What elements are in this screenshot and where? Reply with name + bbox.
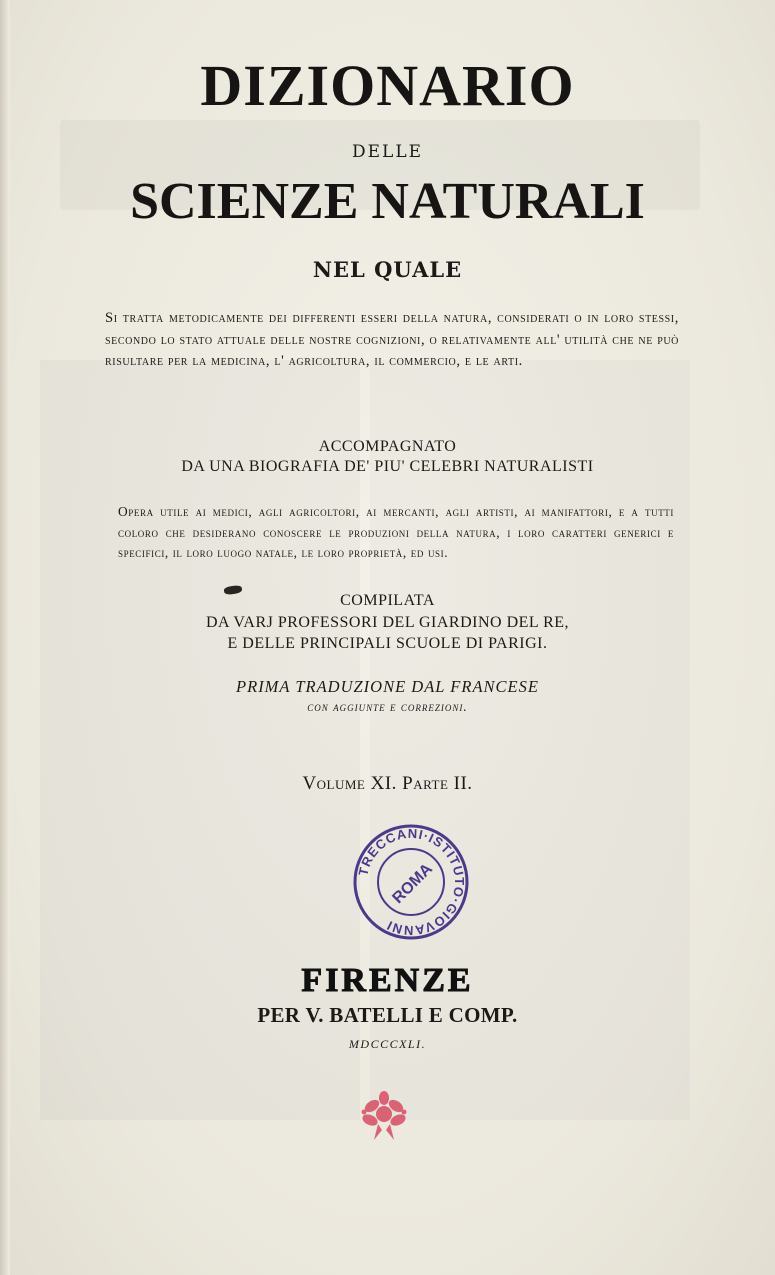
translation-line-1: PRIMA TRADUZIONE DAL FRANCESE [236, 677, 539, 696]
stamp-outer-text: TRECCANI·ISTITUTO·GIOVANNI [355, 825, 468, 939]
book-subtitle: SCIENZE NATURALI [130, 173, 645, 230]
publisher-name: PER V. BATELLI E COMP. [257, 1003, 518, 1027]
publication-city: FIRENZE [301, 962, 474, 999]
publication-year: MDCCCXLI. [348, 1037, 427, 1051]
library-stamp [352, 823, 470, 941]
nel-quale-heading: NEL QUALE [312, 257, 463, 282]
volume-label: Volume XI. Parte II. [302, 773, 473, 794]
opera-paragraph: Opera utile ai medici, agli agricoltori, ai mercanti, agli artisti, ai manifattori, e a tutti coloro che desiderano conoscere le produzioni della natura, i loro caratteri generici e specifici, il loro luogo natale, le loro proprietà, ed usi. [118, 504, 674, 560]
compilata-line-2: DA VARJ PROFESSORI DEL GIARDINO DEL RE, [205, 614, 570, 631]
compilata-line-3: E DELLE PRINCIPALI SCUOLE DI PARIGI. [227, 635, 548, 652]
accompagnato-line-1: ACCOMPAGNATO [318, 438, 457, 455]
title-connector: DELLE [351, 142, 424, 162]
description-paragraph: Si tratta metodicamente dei differenti esseri della natura, considerati o in loro stessi, secondo lo stato attuale delle nostre cognizioni, o relativamente all' utilità che ne può risultare per la medicina, l' agricoltura, il commercio, e le arti. [105, 310, 679, 369]
stamp-inner-text: ROMA [389, 860, 437, 908]
translation-line-2: con aggiunte e correzioni. [307, 699, 468, 714]
red-ornament-stamp [356, 1088, 412, 1144]
compilata-line-1: COMPILATA [340, 592, 435, 609]
accompagnato-line-2: DA UNA BIOGRAFIA DE' PIU' CELEBRI NATURALISTI [181, 458, 594, 475]
book-title: DIZIONARIO [200, 53, 575, 118]
